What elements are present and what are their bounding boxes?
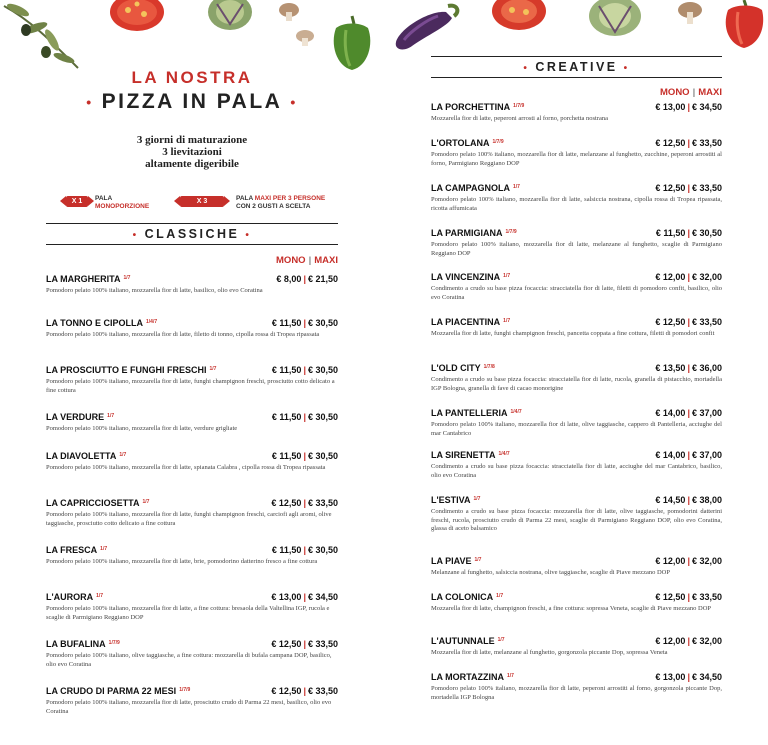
menu-item-row bbox=[46, 686, 338, 696]
tagline-line: 3 lievitazioni bbox=[162, 146, 222, 158]
menu-item-row bbox=[431, 636, 722, 646]
menu-item-row bbox=[46, 451, 338, 461]
pizza-name-text: L'AUTUNNALE bbox=[431, 636, 495, 646]
pizza-price bbox=[655, 138, 722, 148]
pizza-name bbox=[46, 365, 216, 375]
price-mono: € 13,50 bbox=[655, 363, 686, 373]
x1-badge: X 1 bbox=[66, 196, 88, 207]
menu-item-row bbox=[431, 556, 722, 566]
price-mono: € 12,50 bbox=[271, 498, 302, 508]
menu-item bbox=[431, 183, 722, 228]
pizza-price bbox=[655, 317, 722, 327]
pizza-price bbox=[271, 686, 338, 696]
section-creative-label: CREATIVE bbox=[535, 60, 618, 74]
pizza-description: Pomodoro pelato 100% italiano, mozzarella fior di latte, prosciutto crudo di Parma 22 mesi, basilico, olio evo Coratina bbox=[46, 699, 332, 715]
price-maxi: € 33,50 bbox=[307, 498, 338, 508]
pizza-name bbox=[431, 495, 480, 505]
pizza-price bbox=[655, 408, 722, 418]
price-separator: | bbox=[303, 412, 306, 422]
pizza-name bbox=[46, 412, 114, 422]
price-separator: | bbox=[687, 450, 690, 460]
price-maxi: € 30,50 bbox=[307, 451, 338, 461]
red-pepper-icon bbox=[722, 0, 768, 50]
price-maxi: € 33,50 bbox=[307, 639, 338, 649]
price-maxi: € 34,50 bbox=[307, 592, 338, 602]
menu-item bbox=[46, 639, 338, 686]
price-separator: | bbox=[687, 363, 690, 373]
pizza-name-text: L'OLD CITY bbox=[431, 363, 481, 373]
pizza-name bbox=[431, 636, 505, 646]
pizza-description: Condimento a crudo su base pizza focaccia: mozzarella fior di latte, olive taggiasche, pomodorini datterini freschi, rucola, prosciutto crudo di Parma 22 mesi, scaglie di Parmigiano Reggiano DOP, olio evo Coratina, glassa di aceto balsamico bbox=[431, 508, 722, 533]
pizza-description: Pomodoro pelato 100% italiano, mozzarella fior di latte, filetto di tonno, cipolla rossa di Tropea ripassata bbox=[46, 331, 320, 338]
header-line2: PIZZA IN PALA bbox=[101, 90, 283, 113]
menu-item bbox=[46, 365, 338, 412]
pizza-name-text: LA CRUDO DI PARMA 22 MESI bbox=[46, 686, 177, 696]
left-column bbox=[46, 68, 338, 726]
pizza-description: Pomodoro pelato 100% italiano, mozzarella fior di latte, funghi champignon freschi, carciofi agli aromi, olive taggiasche, prosciutto cotto delicato a fine cottura bbox=[46, 511, 332, 527]
price-maxi: € 38,00 bbox=[691, 495, 722, 505]
pizza-description: Melanzane al funghetto, salsiccia nostrana, olive taggiasche, scaglie di Piave mezzano DOP bbox=[431, 569, 670, 576]
pizza-description: Mozzarella fior di latte, funghi champignon freschi, pancetta coppata a fine cottura, filetti di pomodori confit bbox=[431, 330, 715, 337]
price-mono: € 8,00 bbox=[276, 274, 302, 284]
pizza-name bbox=[431, 317, 510, 327]
menu-item-row bbox=[46, 592, 338, 602]
menu-item-row bbox=[46, 318, 338, 328]
header-title bbox=[46, 90, 338, 114]
menu-item bbox=[46, 592, 338, 639]
pizza-description: Pomodoro pelato 100% italiano, mozzarella fior di latte, brie, pomodorino datterino fresco a fine cottura bbox=[46, 558, 318, 565]
separator: | bbox=[692, 87, 696, 98]
allergen-codes: 1/7 bbox=[100, 546, 108, 552]
allergen-codes: 1/7 bbox=[142, 499, 150, 505]
menu-item-row bbox=[431, 228, 722, 238]
allergen-codes: 1/7/8 bbox=[483, 364, 495, 370]
bullet-dot: • bbox=[132, 230, 139, 241]
allergen-codes: 1/7 bbox=[503, 273, 511, 279]
tomato-icon bbox=[490, 0, 548, 32]
price-mono: € 14,00 bbox=[655, 450, 686, 460]
creative-list bbox=[431, 102, 722, 708]
x3-legend-text bbox=[236, 195, 325, 211]
price-mono: € 11,50 bbox=[271, 412, 302, 422]
price-separator: | bbox=[687, 272, 690, 282]
pizza-description: Pomodoro pelato 100% italiano, mozzarella fior di latte, olive taggiasche, cappero di Pantelleria, acciughe del mar Cantabrico bbox=[431, 421, 722, 437]
price-mono: € 14,50 bbox=[655, 495, 686, 505]
pizza-price bbox=[272, 545, 338, 555]
pizza-description: Condimento a crudo su base pizza focaccia: stracciatella fior di latte, rucola, granella di pistacchio, mortadella IGP Bologna, granella di fave di cacao monorigine bbox=[431, 376, 722, 392]
pizza-description: Pomodoro pelato 100% italiano, mozzarella fior di latte, peperoni arrostiti al forno, gorgonzola piccante Dop, mortadella IGP Bologna bbox=[431, 685, 722, 701]
bullet-dot: • bbox=[245, 230, 252, 241]
pizza-name bbox=[431, 363, 495, 373]
pizza-price bbox=[272, 318, 338, 328]
allergen-codes: 1/7 bbox=[474, 557, 482, 563]
allergen-codes: 1/7/9 bbox=[108, 640, 120, 646]
allergen-codes: 1/7 bbox=[496, 593, 504, 599]
section-title-classiche bbox=[46, 223, 338, 245]
price-mono: € 12,50 bbox=[655, 138, 686, 148]
pizza-price bbox=[655, 592, 722, 602]
menu-item bbox=[431, 138, 722, 183]
price-maxi: € 34,50 bbox=[691, 102, 722, 112]
tomato-slice-icon bbox=[108, 0, 166, 32]
price-maxi: € 34,50 bbox=[691, 672, 722, 682]
x3-text-a: PALA bbox=[236, 195, 253, 202]
pizza-name-text: LA PORCHETTINA bbox=[431, 102, 511, 112]
allergen-codes: 1/7 bbox=[497, 637, 505, 643]
allergen-codes: 1/7 bbox=[503, 318, 511, 324]
menu-item-row bbox=[46, 412, 338, 422]
x1-text-b: MONOPORZIONE bbox=[95, 203, 150, 210]
allergen-codes: 1/4/7 bbox=[146, 319, 158, 325]
bullet-dot: • bbox=[86, 94, 94, 111]
price-separator: | bbox=[687, 183, 690, 193]
mono-label: MONO bbox=[660, 87, 690, 98]
x3-badge: X 3 bbox=[180, 196, 224, 207]
pizza-name-text: L'AURORA bbox=[46, 592, 94, 602]
pizza-name-text: L'ORTOLANA bbox=[431, 138, 490, 148]
price-separator: | bbox=[303, 318, 306, 328]
menu-item bbox=[431, 363, 722, 408]
price-maxi: € 33,50 bbox=[691, 592, 722, 602]
price-mono: € 13,00 bbox=[655, 672, 686, 682]
x1-text-a: PALA bbox=[95, 195, 113, 202]
menu-item-row bbox=[431, 408, 722, 418]
price-maxi: € 32,00 bbox=[691, 636, 722, 646]
menu-item bbox=[431, 228, 722, 272]
pizza-name-text: LA PIACENTINA bbox=[431, 317, 501, 327]
allergen-codes: 1/7 bbox=[123, 275, 131, 281]
allergen-codes: 1/7/9 bbox=[492, 139, 504, 145]
price-maxi: € 21,50 bbox=[307, 274, 338, 284]
pizza-description: Pomodoro pelato 100% italiano, mozzarella fior di latte, melanzane al funghetto, zucchine, peperoni arrostiti al forno, Parmigiano Reggiano DOP bbox=[431, 151, 722, 167]
allergen-codes: 1/7 bbox=[209, 366, 217, 372]
pizza-price bbox=[272, 412, 338, 422]
mushroom-icon bbox=[275, 0, 320, 50]
pizza-name-text: LA VERDURE bbox=[46, 412, 105, 422]
price-mono: € 11,50 bbox=[655, 228, 686, 238]
menu-item-row bbox=[431, 495, 722, 505]
size-legend bbox=[46, 192, 338, 214]
price-maxi: € 33,50 bbox=[307, 686, 338, 696]
bullet-dot: • bbox=[290, 94, 298, 111]
pizza-description: Pomodoro pelato 100% italiano, mozzarella fior di latte, salsiccia nostrana, cipolla rossa di Tropea ripassata, ricotta affumicata bbox=[431, 196, 722, 212]
pizza-name bbox=[431, 408, 522, 418]
allergen-codes: 1/7/9 bbox=[179, 687, 191, 693]
price-separator: | bbox=[303, 498, 306, 508]
price-mono: € 12,50 bbox=[271, 686, 302, 696]
menu-item bbox=[431, 592, 722, 636]
pizza-name bbox=[431, 228, 517, 238]
price-separator: | bbox=[687, 495, 690, 505]
menu-item-row bbox=[431, 102, 722, 112]
price-separator: | bbox=[687, 592, 690, 602]
allergen-codes: 1/7 bbox=[119, 452, 127, 458]
pizza-price bbox=[655, 672, 722, 682]
menu-item-row bbox=[431, 183, 722, 193]
pizza-name-text: LA PROSCIUTTO E FUNGHI FRESCHI bbox=[46, 365, 207, 375]
pizza-name-text: LA MORTAZZINA bbox=[431, 672, 504, 682]
pizza-name bbox=[46, 274, 130, 284]
price-mono: € 12,50 bbox=[271, 639, 302, 649]
price-maxi: € 30,50 bbox=[307, 545, 338, 555]
mushroom-icon bbox=[672, 0, 712, 30]
allergen-codes: 1/7 bbox=[107, 413, 115, 419]
pizza-price bbox=[655, 450, 722, 460]
pizza-description: Pomodoro pelato 100% italiano, mozzarella fior di latte, verdure grigliate bbox=[46, 425, 238, 432]
price-maxi: € 30,50 bbox=[307, 318, 338, 328]
price-separator: | bbox=[687, 636, 690, 646]
price-separator: | bbox=[303, 274, 306, 284]
pizza-name bbox=[46, 592, 103, 602]
pizza-description: Condimento a crudo su base pizza focaccia: stracciatella fior di latte, filetti di pomodoro confit, basilico, olio evo Coratina bbox=[431, 285, 722, 301]
pizza-name-text: LA DIAVOLETTA bbox=[46, 451, 117, 461]
menu-item-row bbox=[46, 545, 338, 555]
pizza-name bbox=[46, 498, 149, 508]
pizza-description: Pomodoro pelato 100% italiano, mozzarella fior di latte, spianata Calabra , cipolla rossa di Tropea ripassata bbox=[46, 464, 326, 471]
tagline bbox=[46, 134, 338, 170]
price-separator: | bbox=[687, 138, 690, 148]
menu-item bbox=[431, 672, 722, 708]
menu-item-row bbox=[431, 138, 722, 148]
pizza-name-text: LA COLONICA bbox=[431, 592, 494, 602]
price-maxi: € 33,50 bbox=[691, 183, 722, 193]
price-maxi: € 32,00 bbox=[691, 556, 722, 566]
pizza-name bbox=[46, 545, 107, 555]
pizza-price bbox=[271, 498, 338, 508]
price-separator: | bbox=[687, 672, 690, 682]
pizza-description: Condimento a crudo su base pizza focaccia: stracciatella fior di latte, acciughe del mar Cantabrico, basilico, olio evo Coratina bbox=[431, 463, 722, 479]
pizza-name bbox=[431, 672, 514, 682]
price-maxi: € 30,50 bbox=[307, 365, 338, 375]
menu-item bbox=[46, 451, 338, 498]
pizza-price bbox=[272, 451, 338, 461]
pizza-name-text: LA VINCENZINA bbox=[431, 272, 501, 282]
pizza-price bbox=[656, 228, 722, 238]
pizza-name bbox=[431, 183, 520, 193]
pizza-name-text: LA MARGHERITA bbox=[46, 274, 121, 284]
price-mono: € 11,50 bbox=[271, 365, 302, 375]
pizza-name-text: L'ESTIVA bbox=[431, 495, 471, 505]
menu-item bbox=[46, 686, 338, 726]
menu-item-row bbox=[46, 274, 338, 284]
allergen-codes: 1/7/9 bbox=[513, 103, 525, 109]
menu-item-row bbox=[46, 498, 338, 508]
price-mono: € 12,50 bbox=[655, 317, 686, 327]
menu-item-row bbox=[431, 672, 722, 682]
allergen-codes: 1/7 bbox=[96, 593, 104, 599]
menu-item bbox=[46, 274, 338, 318]
price-separator: | bbox=[687, 556, 690, 566]
pizza-description: Pomodoro pelato 100% italiano, mozzarella fior di latte, a fine cottura: bresaola della Valtellina IGP, rucola e scaglie di Parmigiano Reggiano DOP bbox=[46, 605, 330, 621]
allergen-codes: 1/7/9 bbox=[505, 229, 517, 235]
price-separator: | bbox=[303, 545, 306, 555]
allergen-codes: 1/7 bbox=[473, 496, 481, 502]
olive-branch-icon bbox=[0, 0, 85, 72]
menu-item bbox=[431, 450, 722, 495]
price-mono: € 12,00 bbox=[655, 636, 686, 646]
bullet-dot: • bbox=[523, 63, 530, 74]
pizza-price bbox=[655, 183, 722, 193]
menu-item-row bbox=[431, 592, 722, 602]
classiche-list bbox=[46, 274, 338, 726]
price-separator: | bbox=[687, 228, 690, 238]
price-mono: € 13,00 bbox=[655, 102, 686, 112]
artichoke-icon bbox=[205, 0, 255, 34]
pizza-price bbox=[272, 365, 338, 375]
allergen-codes: 1/4/7 bbox=[498, 451, 510, 457]
pizza-price bbox=[655, 636, 722, 646]
section-title-creative bbox=[431, 56, 722, 78]
menu-item bbox=[46, 545, 338, 592]
menu-item bbox=[46, 498, 338, 545]
menu-item bbox=[431, 272, 722, 317]
header-line1: LA NOSTRA bbox=[131, 68, 253, 87]
price-mono: € 13,00 bbox=[271, 592, 302, 602]
artichoke-icon bbox=[585, 0, 645, 42]
price-maxi: € 32,00 bbox=[691, 272, 722, 282]
menu-item bbox=[431, 495, 722, 556]
menu-item bbox=[46, 412, 338, 451]
price-maxi: € 37,00 bbox=[691, 408, 722, 418]
pizza-name bbox=[431, 556, 481, 566]
pizza-description: Mozzarella fior di latte, champignon freschi, a fine cottura: sopressa Veneta, scaglie di Piave mezzano DOP bbox=[431, 605, 712, 612]
pizza-name-text: LA SIRENETTA bbox=[431, 450, 496, 460]
section-classiche-label: CLASSICHE bbox=[144, 227, 240, 241]
price-separator: | bbox=[687, 102, 690, 112]
price-separator: | bbox=[303, 365, 306, 375]
mono-label: MONO bbox=[276, 255, 306, 266]
price-separator: | bbox=[687, 317, 690, 327]
pizza-price bbox=[655, 272, 722, 282]
allergen-codes: 1/4/7 bbox=[510, 409, 522, 415]
pizza-name bbox=[46, 318, 157, 328]
price-maxi: € 30,50 bbox=[691, 228, 722, 238]
eggplant-icon bbox=[390, 0, 462, 52]
pizza-name bbox=[431, 138, 504, 148]
price-mono: € 12,50 bbox=[655, 183, 686, 193]
pizza-name bbox=[431, 450, 510, 460]
menu-item-row bbox=[46, 365, 338, 375]
pizza-price bbox=[655, 102, 722, 112]
menu-item-row bbox=[431, 317, 722, 327]
pizza-description: Mozzarella fior di latte, peperoni arrosti al forno, porchetta nostrana bbox=[431, 115, 609, 122]
price-separator: | bbox=[303, 639, 306, 649]
menu-item bbox=[431, 408, 722, 450]
menu-item bbox=[431, 317, 722, 363]
pizza-name bbox=[431, 272, 510, 282]
menu-item-row bbox=[431, 363, 722, 373]
x1-legend-text bbox=[95, 195, 149, 211]
pizza-name-text: LA PARMIGIANA bbox=[431, 228, 503, 238]
green-pepper-icon bbox=[328, 14, 376, 72]
pizza-name bbox=[431, 592, 503, 602]
menu-item bbox=[431, 636, 722, 672]
pizza-name-text: LA FRESCA bbox=[46, 545, 98, 555]
price-maxi: € 37,00 bbox=[691, 450, 722, 460]
pizza-price bbox=[271, 639, 338, 649]
tagline-line: 3 giorni di maturazione bbox=[136, 134, 248, 146]
pizza-price bbox=[271, 592, 338, 602]
menu-item-row bbox=[431, 272, 722, 282]
allergen-codes: 1/7 bbox=[506, 673, 514, 679]
x3-text-line1 bbox=[236, 195, 325, 203]
menu-item bbox=[46, 318, 338, 365]
price-mono: € 11,50 bbox=[271, 545, 302, 555]
price-separator: | bbox=[303, 686, 306, 696]
pizza-name-text: LA PANTELLERIA bbox=[431, 408, 508, 418]
pizza-description: Mozzarella fior di latte, melanzane al funghetto, gorgonzola piccante Dop, sopressa Veneta bbox=[431, 649, 668, 656]
separator: | bbox=[308, 255, 312, 266]
price-mono: € 11,50 bbox=[271, 451, 302, 461]
menu-item bbox=[431, 556, 722, 592]
price-separator: | bbox=[303, 592, 306, 602]
menu-item-row bbox=[46, 639, 338, 649]
price-maxi: € 30,50 bbox=[307, 412, 338, 422]
menu-item bbox=[431, 102, 722, 138]
price-columns-header bbox=[431, 87, 722, 98]
x3-text-c: CON 2 GUSTI A SCELTA bbox=[236, 203, 311, 210]
bullet-dot: • bbox=[623, 63, 630, 74]
pizza-price bbox=[655, 495, 722, 505]
maxi-label: MAXI bbox=[314, 255, 338, 266]
price-maxi: € 33,50 bbox=[691, 317, 722, 327]
price-mono: € 12,50 bbox=[655, 592, 686, 602]
pizza-name-text: LA TONNO E CIPOLLA bbox=[46, 318, 144, 328]
pizza-name-text: LA BUFALINA bbox=[46, 639, 106, 649]
price-maxi: € 33,50 bbox=[691, 138, 722, 148]
price-columns-header bbox=[46, 255, 338, 266]
pizza-name-text: LA CAMPAGNOLA bbox=[431, 183, 510, 193]
pizza-name bbox=[46, 686, 190, 696]
price-mono: € 12,00 bbox=[655, 556, 686, 566]
right-column bbox=[431, 56, 722, 708]
pizza-description: Pomodoro pelato 100% italiano, olive taggiasche, a fine cottura: mozzarella di bufala campana DOP, basilico, olio evo Coratina bbox=[46, 652, 332, 668]
allergen-codes: 1/7 bbox=[513, 184, 520, 190]
pizza-name-text: LA PIAVE bbox=[431, 556, 472, 566]
maxi-label: MAXI bbox=[698, 87, 722, 98]
price-separator: | bbox=[303, 451, 306, 461]
tagline-line: altamente digeribile bbox=[145, 158, 239, 170]
pizza-name bbox=[431, 102, 524, 112]
price-mono: € 11,50 bbox=[271, 318, 302, 328]
price-mono: € 14,00 bbox=[655, 408, 686, 418]
price-mono: € 12,00 bbox=[655, 272, 686, 282]
menu-item-row bbox=[431, 450, 722, 460]
pizza-name bbox=[46, 451, 126, 461]
pizza-name-text: LA CAPRICCIOSETTA bbox=[46, 498, 140, 508]
pizza-description: Pomodoro pelato 100% italiano, mozzarella fior di latte, melanzane al funghetto, scaglie di Parmigiano Reggiano DOP bbox=[431, 241, 722, 257]
pizza-name bbox=[46, 639, 120, 649]
pizza-price bbox=[276, 274, 338, 284]
pizza-description: Pomodoro pelato 100% italiano, mozzarella fior di latte, funghi champignon freschi, prosciutto cotto delicato a fine cottura bbox=[46, 378, 335, 394]
x3-text-b: MAXI PER 3 PERSONE bbox=[254, 195, 326, 202]
pizza-price bbox=[655, 556, 722, 566]
price-separator: | bbox=[687, 408, 690, 418]
pizza-price bbox=[655, 363, 722, 373]
price-maxi: € 36,00 bbox=[691, 363, 722, 373]
pizza-description: Pomodoro pelato 100% italiano, mozzarella fior di latte, basilico, olio evo Coratina bbox=[46, 287, 263, 294]
